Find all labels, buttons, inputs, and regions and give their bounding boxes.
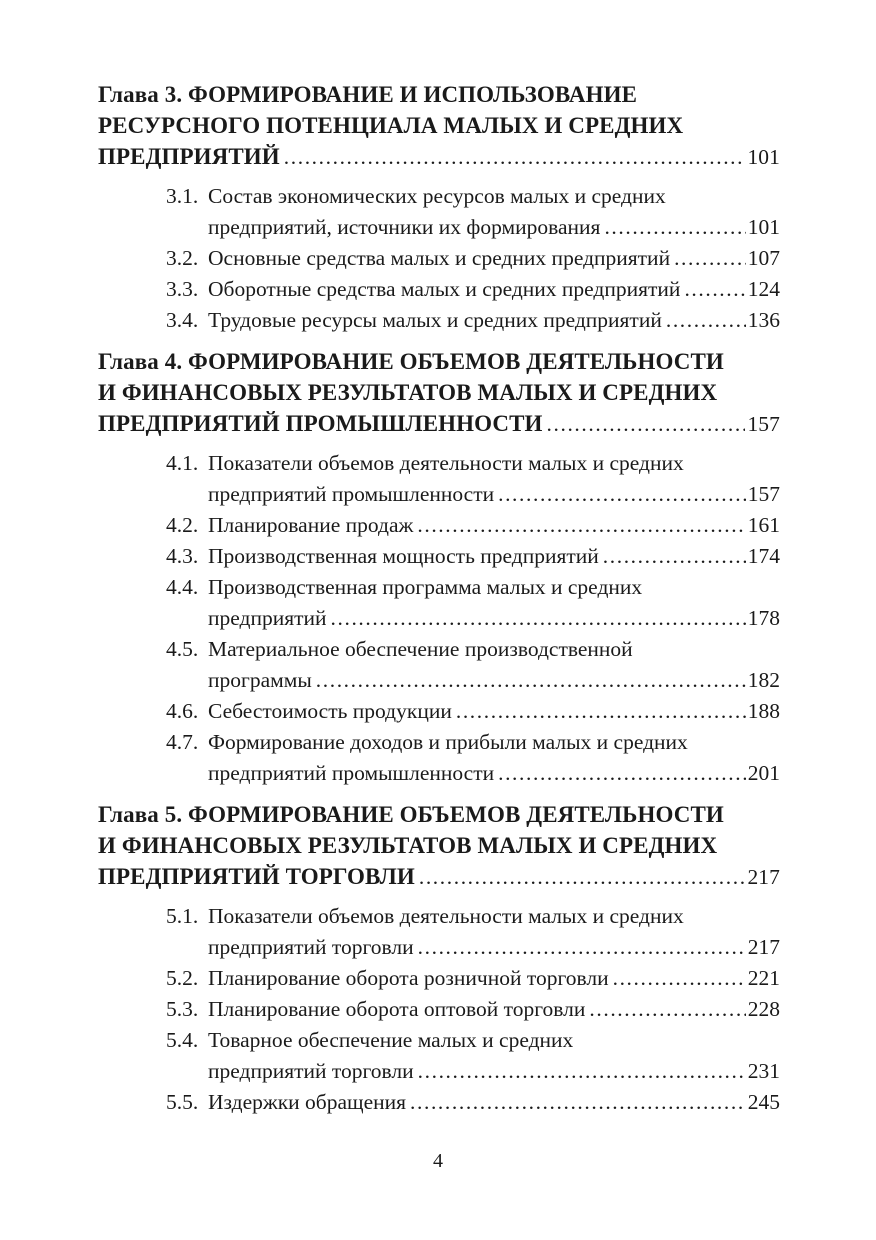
chapter-title bbox=[98, 79, 780, 173]
page-ref: 245 bbox=[747, 1090, 780, 1114]
section-leader-row bbox=[208, 541, 780, 572]
section-number: 3.3. bbox=[166, 277, 199, 301]
section-list bbox=[98, 901, 780, 1118]
dot-leader bbox=[456, 696, 746, 727]
dot-leader bbox=[674, 243, 746, 274]
page-ref: 136 bbox=[747, 308, 780, 332]
section-title-line: Материальное обеспечение производственной bbox=[208, 637, 633, 661]
chapter-3 bbox=[98, 79, 780, 336]
page-ref: 221 bbox=[747, 966, 780, 990]
dot-leader bbox=[419, 862, 746, 893]
section-number: 5.2. bbox=[166, 966, 199, 990]
section-leader-row bbox=[208, 932, 780, 963]
dot-leader bbox=[613, 963, 746, 994]
chapter-title bbox=[98, 799, 780, 893]
section-leader-row bbox=[208, 963, 780, 994]
section-leader-row bbox=[208, 665, 780, 696]
section-leader-row bbox=[208, 479, 780, 510]
chapter-entry[interactable] bbox=[98, 861, 780, 893]
section-number: 5.1. bbox=[166, 904, 199, 928]
section-leader-row bbox=[208, 510, 780, 541]
section-number: 4.4. bbox=[166, 575, 199, 599]
page-ref: 174 bbox=[747, 544, 780, 568]
section-title: Оборотные средства малых и средних предприятий bbox=[208, 277, 681, 301]
dot-leader bbox=[684, 274, 745, 305]
section-number: 4.3. bbox=[166, 544, 199, 568]
dot-leader bbox=[410, 1087, 746, 1118]
section-entry[interactable] bbox=[98, 1025, 780, 1087]
section-number: 5.5. bbox=[166, 1090, 199, 1114]
chapter-title-line: Глава 5. ФОРМИРОВАНИЕ ОБЪЕМОВ ДЕЯТЕЛЬНОСТИ bbox=[98, 802, 724, 827]
dot-leader bbox=[284, 142, 746, 173]
section-leader-row bbox=[208, 603, 780, 634]
section-title: предприятий bbox=[208, 606, 327, 630]
chapter-entry[interactable] bbox=[98, 408, 780, 440]
section-leader-row bbox=[208, 1087, 780, 1118]
page-ref: 124 bbox=[747, 277, 780, 301]
section-entry[interactable] bbox=[98, 243, 780, 274]
chapter-4 bbox=[98, 346, 780, 789]
section-title: Планирование продаж bbox=[208, 513, 414, 537]
section-entry[interactable] bbox=[98, 448, 780, 510]
section-entry[interactable] bbox=[98, 181, 780, 243]
section-title-line: Состав экономических ресурсов малых и средних bbox=[208, 184, 666, 208]
section-entry[interactable] bbox=[98, 963, 780, 994]
section-entry[interactable] bbox=[98, 572, 780, 634]
table-of-contents bbox=[98, 79, 780, 1128]
page-ref: 161 bbox=[747, 513, 780, 537]
section-title: Основные средства малых и средних предприятий bbox=[208, 246, 671, 270]
section-leader-row bbox=[208, 274, 780, 305]
section-entry[interactable] bbox=[98, 541, 780, 572]
chapter-title-last-line: ПРЕДПРИЯТИЙ ТОРГОВЛИ bbox=[98, 864, 415, 889]
page-ref: 217 bbox=[747, 935, 780, 959]
section-number: 4.6. bbox=[166, 699, 199, 723]
section-entry[interactable] bbox=[98, 634, 780, 696]
section-title: предприятий промышленности bbox=[208, 482, 495, 506]
dot-leader bbox=[331, 603, 746, 634]
section-entry[interactable] bbox=[98, 510, 780, 541]
chapter-title-line: И ФИНАНСОВЫХ РЕЗУЛЬТАТОВ МАЛЫХ И СРЕДНИХ bbox=[98, 833, 718, 858]
section-number: 4.5. bbox=[166, 637, 199, 661]
section-title: Планирование оборота розничной торговли bbox=[208, 966, 609, 990]
dot-leader bbox=[498, 479, 746, 510]
section-entry[interactable] bbox=[98, 901, 780, 963]
dot-leader bbox=[603, 541, 746, 572]
section-leader-row bbox=[208, 305, 780, 336]
section-entry[interactable] bbox=[98, 274, 780, 305]
page-ref: 101 bbox=[747, 215, 780, 239]
section-leader-row bbox=[208, 1056, 780, 1087]
section-title: Себестоимость продукции bbox=[208, 699, 452, 723]
section-title: предприятий торговли bbox=[208, 935, 414, 959]
chapter-title-line: Глава 4. ФОРМИРОВАНИЕ ОБЪЕМОВ ДЕЯТЕЛЬНОСТИ bbox=[98, 349, 724, 374]
section-entry[interactable] bbox=[98, 696, 780, 727]
section-title: Трудовые ресурсы малых и средних предприятий bbox=[208, 308, 662, 332]
chapter-title-last-line: ПРЕДПРИЯТИЙ ПРОМЫШЛЕННОСТИ bbox=[98, 411, 543, 436]
section-number: 4.1. bbox=[166, 451, 199, 475]
dot-leader bbox=[418, 1056, 746, 1087]
section-title-line: Показатели объемов деятельности малых и средних bbox=[208, 904, 684, 928]
section-title: предприятий, источники их формирования bbox=[208, 215, 601, 239]
page-ref: 178 bbox=[747, 606, 780, 630]
page-ref: 217 bbox=[747, 865, 780, 889]
section-number: 5.3. bbox=[166, 997, 199, 1021]
dot-leader bbox=[604, 212, 745, 243]
section-entry[interactable] bbox=[98, 305, 780, 336]
dot-leader bbox=[589, 994, 745, 1025]
section-number: 3.2. bbox=[166, 246, 199, 270]
section-entry[interactable] bbox=[98, 727, 780, 789]
section-number: 4.7. bbox=[166, 730, 199, 754]
chapter-5 bbox=[98, 799, 780, 1118]
section-entry[interactable] bbox=[98, 994, 780, 1025]
section-leader-row bbox=[208, 758, 780, 789]
section-title: Производственная мощность предприятий bbox=[208, 544, 599, 568]
page-number: 4 bbox=[433, 1150, 443, 1172]
section-title-line: Товарное обеспечение малых и средних bbox=[208, 1028, 574, 1052]
section-number: 5.4. bbox=[166, 1028, 199, 1052]
dot-leader bbox=[316, 665, 746, 696]
dot-leader bbox=[498, 758, 746, 789]
section-title: предприятий торговли bbox=[208, 1059, 414, 1083]
chapter-title bbox=[98, 346, 780, 440]
page-ref: 188 bbox=[747, 699, 780, 723]
chapter-title-line: РЕСУРСНОГО ПОТЕНЦИАЛА МАЛЫХ И СРЕДНИХ bbox=[98, 113, 684, 138]
page-ref: 157 bbox=[747, 482, 780, 506]
section-leader-row bbox=[208, 243, 780, 274]
chapter-entry[interactable] bbox=[98, 141, 780, 173]
section-title: Издержки обращения bbox=[208, 1090, 407, 1114]
section-title-line: Показатели объемов деятельности малых и средних bbox=[208, 451, 684, 475]
section-number: 3.4. bbox=[166, 308, 199, 332]
section-title-line: Производственная программа малых и средних bbox=[208, 575, 643, 599]
section-leader-row bbox=[208, 696, 780, 727]
chapter-title-line: И ФИНАНСОВЫХ РЕЗУЛЬТАТОВ МАЛЫХ И СРЕДНИХ bbox=[98, 380, 718, 405]
page-ref: 157 bbox=[747, 412, 780, 436]
page-ref: 107 bbox=[747, 246, 780, 270]
section-title: программы bbox=[208, 668, 312, 692]
section-title: Планирование оборота оптовой торговли bbox=[208, 997, 586, 1021]
section-leader-row bbox=[208, 212, 780, 243]
section-list bbox=[98, 448, 780, 789]
dot-leader bbox=[417, 510, 745, 541]
page-ref: 228 bbox=[747, 997, 780, 1021]
section-list bbox=[98, 181, 780, 336]
page-ref: 231 bbox=[747, 1059, 780, 1083]
chapter-title-last-line: ПРЕДПРИЯТИЙ bbox=[98, 144, 280, 169]
section-title-line: Формирование доходов и прибыли малых и средних bbox=[208, 730, 688, 754]
page-ref: 182 bbox=[747, 668, 780, 692]
page-ref: 101 bbox=[747, 145, 780, 169]
dot-leader bbox=[418, 932, 746, 963]
section-number: 3.1. bbox=[166, 184, 199, 208]
section-title: предприятий промышленности bbox=[208, 761, 495, 785]
chapter-title-line: Глава 3. ФОРМИРОВАНИЕ И ИСПОЛЬЗОВАНИЕ bbox=[98, 82, 638, 107]
page-ref: 201 bbox=[747, 761, 780, 785]
section-leader-row bbox=[208, 994, 780, 1025]
dot-leader bbox=[547, 409, 746, 440]
dot-leader bbox=[666, 305, 746, 336]
section-entry[interactable] bbox=[98, 1087, 780, 1118]
section-number: 4.2. bbox=[166, 513, 199, 537]
